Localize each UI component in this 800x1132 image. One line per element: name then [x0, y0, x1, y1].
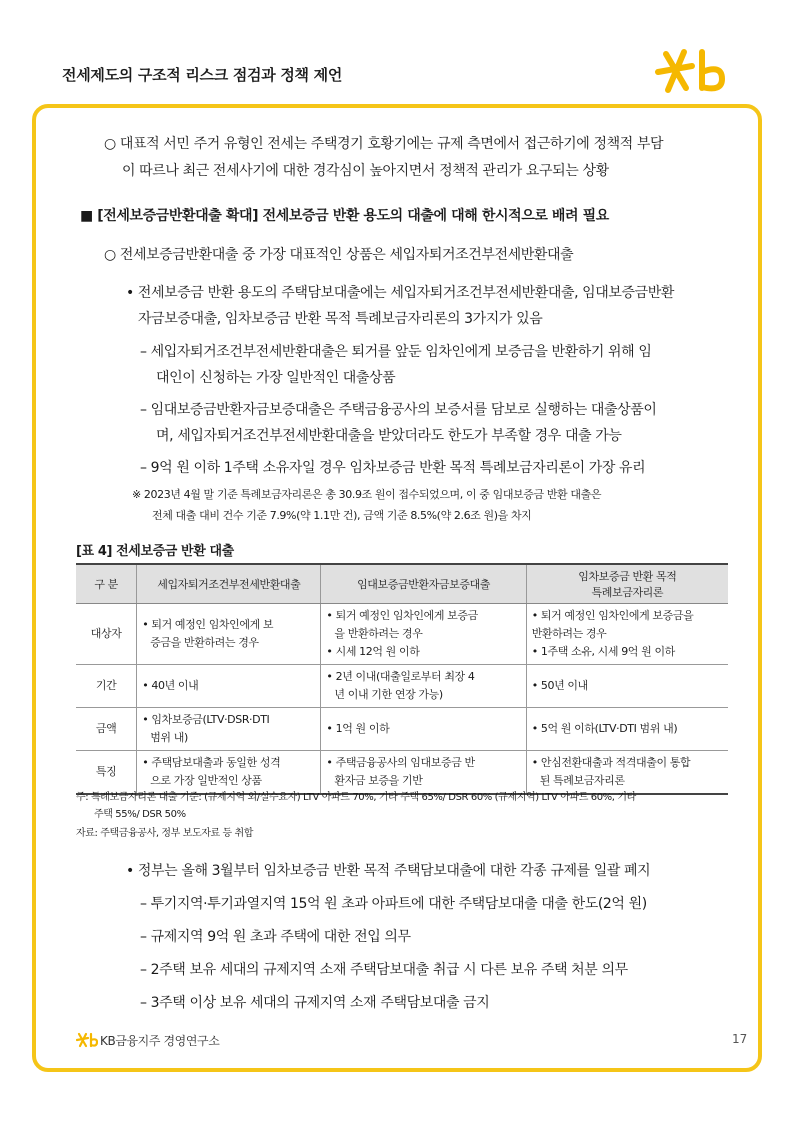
cell-line: 을 반환하려는 경우: [334, 627, 423, 640]
table-cell: [137, 604, 321, 665]
dash-7-line-1: – 3주택 이상 보유 세대의 규제지역 소재 주택담보대출 금지: [140, 995, 490, 1011]
cell-line: • 주택금융공사의 임대보증금 반: [326, 756, 475, 769]
cell-line: 반환하려는 경우: [531, 627, 607, 640]
table-cell: [526, 665, 728, 708]
cell-line: 된 특례보금자리론: [539, 774, 625, 787]
cell-line: 범위 내): [150, 731, 188, 744]
table-header-loan-1: 세입자퇴거조건부전세반환대출: [137, 564, 321, 604]
table-cell: [526, 708, 728, 751]
table-caption: [표 4] 전세보증금 반환 대출: [76, 544, 234, 559]
table-header-row: [76, 564, 728, 604]
table-cell: [137, 708, 321, 751]
loan-comparison-table: [76, 563, 728, 795]
section-heading: ■ [전세보증금반환대출 확대] 전세보증금 반환 용도의 대출에 대해 한시적으로 배려 필요: [80, 208, 609, 224]
cell-line: • 1주택 소유, 시세 9억 원 이하: [531, 645, 675, 658]
footer-organization: KB금융지주 경영연구소: [100, 1034, 220, 1048]
cell-line: • 2년 이내(대출일로부터 최장 4: [326, 670, 475, 683]
cell-line: 환자금 보증을 기반: [334, 774, 423, 787]
cell-line: • 임차보증금(LTV·DSR·DTI: [142, 713, 270, 726]
table-header-loan-3-line-2: 특례보금자리론: [591, 586, 664, 599]
bullet-1-line-1: • 전세보증금 반환 용도의 주택담보대출에는 세입자퇴거조건부전세반환대출, 임대보증금반환: [126, 285, 675, 301]
dash-2-line-1: – 임대보증금반환자금보증대출은 주택금융공사의 보증서를 담보로 실행하는 대출상품이: [140, 402, 657, 418]
row-label: 대상자: [76, 604, 137, 665]
table-cell: [526, 604, 728, 665]
table-footnote-line-1: 주: 특례보금자리론 대출 기준: (규제지역 외/실수요자) LTV 아파트 70%, 기타 주택 65%/ DSR 60% (규제지역) LTV 아파트 60%, 기타: [76, 792, 636, 803]
table-row: [76, 665, 728, 708]
bullet-2-line-1: • 정부는 올해 3월부터 임차보증금 반환 목적 주택담보대출에 대한 각종 규제를 일괄 폐지: [126, 863, 651, 879]
cell-line: • 50년 이내: [531, 679, 588, 692]
cell-line: • 5억 원 이하(LTV·DTI 범위 내): [531, 722, 678, 735]
table-cell: [137, 665, 321, 708]
cell-line: • 주택담보대출과 동일한 성격: [142, 756, 281, 769]
cell-line: • 퇴거 예정인 임차인에게 보증금을: [531, 609, 694, 622]
row-label: 기간: [76, 665, 137, 708]
page-number: 17: [732, 1032, 748, 1046]
note-line-2: 전체 대출 대비 건수 기준 7.9%(약 1.1만 건), 금액 기준 8.5%(약 2.6조 원)을 차지: [152, 509, 532, 522]
dash-6-line-1: – 2주택 보유 세대의 규제지역 소재 주택담보대출 취급 시 다른 보유 주택 처분 의무: [140, 962, 628, 978]
kb-small-logo-icon: [76, 1032, 98, 1048]
dash-5-line-1: – 규제지역 9억 원 초과 주택에 대한 전입 의무: [140, 929, 411, 945]
table-cell: [321, 604, 526, 665]
table-header-category: 구 분: [76, 564, 137, 604]
bullet-1-line-2: 자금보증대출, 임차보증금 반환 목적 특례보금자리론의 3가지가 있음: [138, 311, 543, 327]
sub-point: ○ 전세보증금반환대출 중 가장 대표적인 상품은 세입자퇴거조건부전세반환대출: [104, 247, 574, 263]
table-header-loan-3: [526, 564, 728, 604]
table-header-loan-3-line-1: 임차보증금 반환 목적: [578, 570, 677, 583]
note-line-1: ※ 2023년 4월 말 기준 특례보금자리론은 총 30.9조 원이 접수되었으며, 이 중 임대보증금 반환 대출은: [132, 488, 602, 501]
cell-line: 으로 가장 일반적인 상품: [150, 774, 262, 787]
row-label: 금액: [76, 708, 137, 751]
cell-line: 년 이내 기한 연장 가능): [334, 688, 443, 701]
dash-3-line-1: – 9억 원 이하 1주택 소유자일 경우 임차보증금 반환 목적 특례보금자리론이 가장 유리: [140, 460, 646, 476]
table-row: [76, 604, 728, 665]
kb-star-logo-icon: [652, 46, 732, 96]
table-footnote-line-2: 주택 55%/ DSR 50%: [94, 809, 186, 820]
cell-line: • 40년 이내: [142, 679, 199, 692]
table-row: [76, 708, 728, 751]
document-title: 전세제도의 구조적 리스크 점검과 정책 제언: [62, 66, 343, 84]
dash-1-line-1: – 세입자퇴거조건부전세반환대출은 퇴거를 앞둔 임차인에게 보증금을 반환하기 위해 임: [140, 344, 652, 360]
cell-line: • 퇴거 예정인 임차인에게 보증금: [326, 609, 478, 622]
dash-4-line-1: – 투기지역·투기과열지역 15억 원 초과 아파트에 대한 주택담보대출 대출 한도(2억 원): [140, 896, 647, 912]
cell-line: • 1억 원 이하: [326, 722, 390, 735]
table-cell: [321, 665, 526, 708]
cell-line: • 시세 12억 원 이하: [326, 645, 420, 658]
table-header-loan-2: 임대보증금반환자금보증대출: [321, 564, 526, 604]
intro-line-1: ○ 대표적 서민 주거 유형인 전세는 주택경기 호황기에는 규제 측면에서 접근하기에 정책적 부담: [104, 136, 664, 152]
table-cell: [321, 708, 526, 751]
cell-line: • 퇴거 예정인 임차인에게 보: [142, 618, 274, 631]
row-label: 특징: [76, 751, 137, 795]
dash-2-line-2: 며, 세입자퇴거조건부전세반환대출을 받았더라도 한도가 부족할 경우 대출 가능: [156, 428, 622, 444]
dash-1-line-2: 대인이 신청하는 가장 일반적인 대출상품: [156, 370, 396, 386]
cell-line: • 안심전환대출과 적격대출이 통합: [531, 756, 691, 769]
table-source: 자료: 주택금융공사, 정부 보도자료 등 취합: [76, 828, 254, 839]
intro-line-2: 이 따르나 최근 전세사기에 대한 경각심이 높아지면서 정책적 관리가 요구되는 상황: [122, 163, 609, 179]
cell-line: 증금을 반환하려는 경우: [150, 636, 259, 649]
